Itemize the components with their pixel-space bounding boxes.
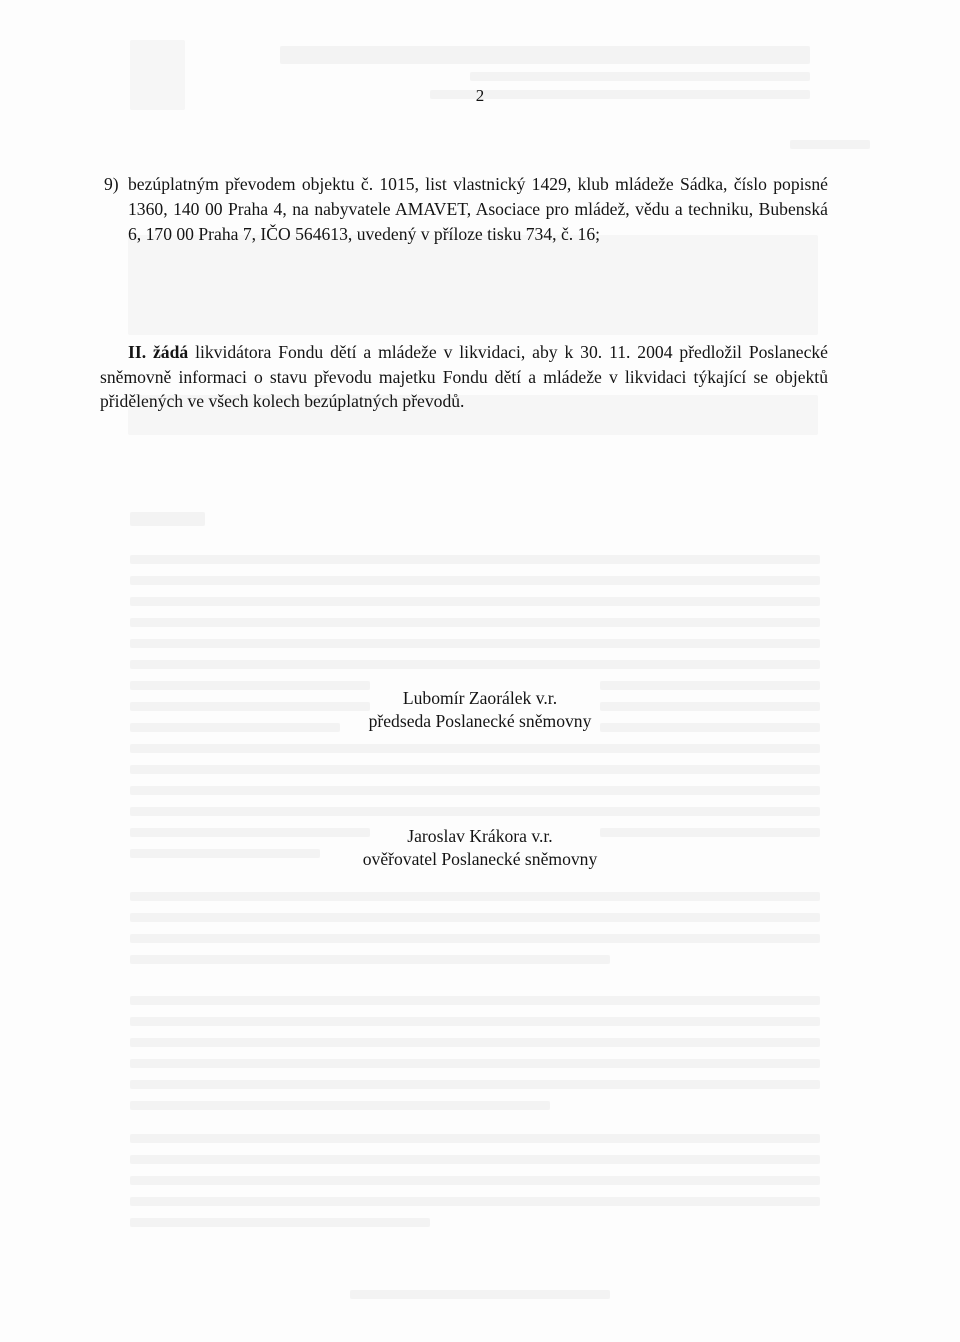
signature-block-chair [0,687,960,733]
signature-block-verifier [0,825,960,871]
section-verb: žádá [153,342,189,362]
section-text: likvidátora Fondu dětí a mládeže v likvidaci, aby k 30. 11. 2004 předložil Poslanecké sněmovně informaci o stavu převodu majetku Fondu dětí a mládeže v likvidaci týkající se objektů přidělených ve všech kolech bezúplatných převodů. [100,342,828,411]
signatory-role: ověřovatel Poslanecké sněmovny [362,849,598,869]
signatory-name: Jaroslav Krákora v.r. [407,826,553,846]
list-item-text: bezúplatným převodem objektu č. 1015, list vlastnický 1429, klub mládeže Sádka, číslo popisné 1360, 140 00 Praha 4, na nabyvatele AMAVET, Asociace pro mládež, vědu a techniku, Bubenská 6, 170 00 Praha 7, IČO 564613, uvedený v příloze tisku 734, č. 16; [128,174,828,244]
signatory-role: předseda Poslanecké sněmovny [368,711,592,731]
list-item-9 [104,172,828,247]
list-item-marker: 9) [104,174,119,194]
signatory-name: Lubomír Zaorálek v.r. [402,688,558,708]
page-number: 2 [475,86,485,105]
section-numeral: II. [128,342,147,362]
section-II [100,340,828,414]
